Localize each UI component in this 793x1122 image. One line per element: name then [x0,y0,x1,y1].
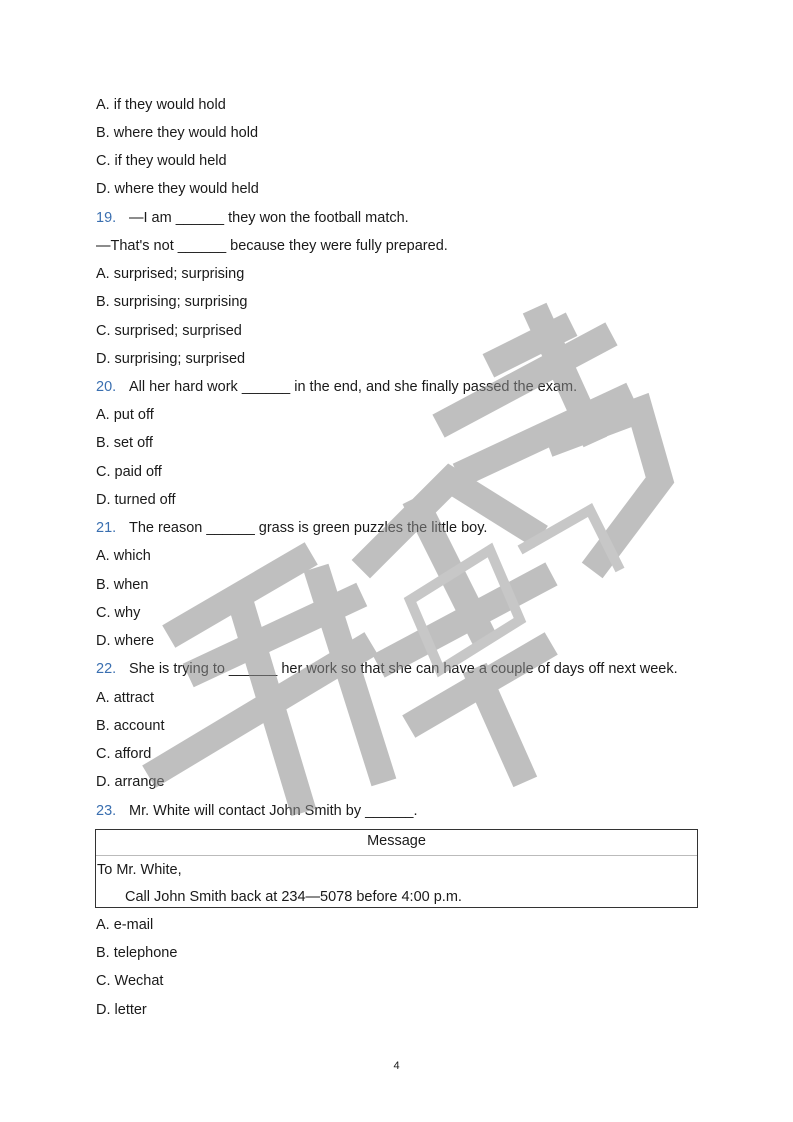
q19-text: —I am ______ they won the football match. [129,210,409,226]
q22-text: She is trying to ______ her work so that she can have a couple of days off next week. [129,661,678,677]
q18-option-c: C. if they would held [96,153,227,169]
q21-text: The reason ______ grass is green puzzles the little boy. [129,520,488,536]
q21-number: 21. [96,520,117,536]
q20-option-d: D. turned off [96,492,176,508]
q19-option-d: D. surprising; surprised [96,351,246,367]
q23-stem [96,802,418,820]
message-note-box [95,829,698,908]
page-number: 4 [393,1060,400,1072]
q18-option-a: A. if they would hold [96,97,226,113]
q23-number: 23. [96,803,117,819]
q23-text: Mr. White will contact John Smith by ______. [129,803,418,819]
q22-option-c: C. afford [96,746,152,762]
q18-option-d: D. where they would held [96,181,259,197]
q23-option-c: C. Wechat [96,973,164,989]
q22-option-d: D. arrange [96,774,165,790]
q20-option-c: C. paid off [96,464,162,480]
q20-option-b: B. set off [96,435,153,451]
q22-option-b: B. account [96,718,165,734]
q20-text: All her hard work ______ in the end, and she finally passed the exam. [129,379,578,395]
q21-stem [96,519,487,537]
q20-option-a: A. put off [96,407,154,423]
q22-number: 22. [96,661,117,677]
q19-option-c: C. surprised; surprised [96,323,242,339]
message-title: Message [367,833,426,849]
q22-option-a: A. attract [96,690,155,706]
q23-option-d: D. letter [96,1002,147,1018]
q23-option-b: B. telephone [96,945,178,961]
q19-option-b: B. surprising; surprising [96,294,248,310]
q19-option-a: A. surprised; surprising [96,266,245,282]
q19-text-2: —That's not ______ because they were fully prepared. [96,238,448,254]
message-body: Call John Smith back at 234—5078 before 4:00 p.m. [125,889,462,905]
q19-stem [96,209,409,227]
q21-option-d: D. where [96,633,155,649]
q18-option-b: B. where they would hold [96,125,259,141]
q23-option-a: A. e-mail [96,917,154,933]
q19-number: 19. [96,210,117,226]
q20-number: 20. [96,379,117,395]
message-divider [96,855,697,856]
q22-stem [96,660,678,678]
q20-stem [96,378,577,396]
q21-option-b: B. when [96,577,149,593]
q21-option-c: C. why [96,605,141,621]
message-recipient: To Mr. White, [97,862,182,878]
q21-option-a: A. which [96,548,151,564]
